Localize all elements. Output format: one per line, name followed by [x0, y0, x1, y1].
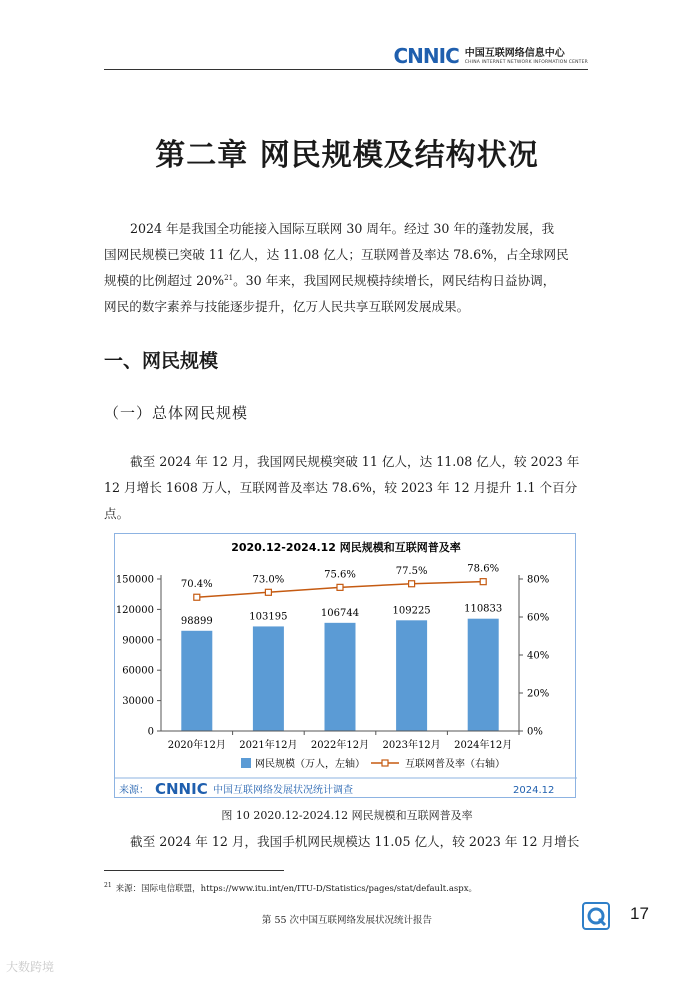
bar	[253, 626, 284, 731]
left-tick-label: 120000	[115, 604, 154, 616]
left-tick-label: 0	[147, 726, 154, 738]
scale-line-3: 点。	[104, 506, 130, 521]
right-tick-label: 40%	[527, 650, 550, 662]
logo-cn-name: 中国互联网络信息中心	[464, 48, 565, 59]
source-logo: CNNIC	[155, 780, 208, 798]
scale-line-1: 截至 2024 年 12 月，我国网民规模突破 11 亿人，达 11.08 亿人，较 2023 年	[130, 454, 580, 469]
right-tick-label: 60%	[527, 612, 550, 624]
rate-point	[194, 594, 200, 600]
rate-point	[265, 589, 271, 595]
bar-value-label: 106744	[320, 607, 360, 619]
legend-bar-label: 网民规模（万人，左轴）	[255, 759, 365, 770]
footnote-divider	[104, 870, 284, 871]
legend-line-label: 互联网普及率（右轴）	[405, 759, 505, 770]
scale-line-2: 12 月增长 1608 万人，互联网普及率达 78.6%，较 2023 年 12 月提升 1.1 个百分	[104, 480, 578, 495]
intro-line-1: 2024 年是我国全功能接入国际互联网 30 周年。经过 30 年的蓬勃发展，我	[130, 221, 555, 236]
left-tick-label: 150000	[115, 574, 154, 586]
rate-point	[409, 581, 415, 587]
intro-paragraph	[104, 216, 590, 320]
footnote-ref: 21	[224, 273, 234, 282]
footnote-text: 来源：国际电信联盟，https://www.itu.int/en/ITU-D/Statistics/pages/stat/default.aspx。	[115, 884, 478, 894]
right-tick-label: 0%	[527, 726, 543, 738]
footnote	[104, 882, 477, 894]
x-tick-label: 2021年12月	[239, 740, 298, 751]
figure-caption: 图 10 2020.12-2024.12 网民规模和互联网普及率	[221, 809, 473, 822]
right-tick-label: 20%	[527, 688, 550, 700]
left-tick-label: 60000	[122, 665, 154, 677]
source-label: 来源：	[119, 785, 149, 796]
left-tick-label: 90000	[122, 635, 154, 647]
bar	[181, 631, 212, 731]
bar	[468, 619, 499, 731]
rate-point	[337, 584, 343, 590]
section-heading: 一、网民规模	[104, 350, 219, 372]
footer-report-title: 第 55 次中国互联网络发展状况统计报告	[261, 915, 433, 926]
rate-point	[480, 579, 486, 585]
bar-value-label: 110833	[464, 603, 503, 615]
bar-value-label: 103195	[249, 611, 288, 623]
bar	[325, 623, 356, 731]
mobile-line-1: 截至 2024 年 12 月，我国手机网民规模达 11.05 亿人，较 2023 年 12 月增长	[130, 834, 580, 849]
mobile-paragraph	[104, 829, 590, 855]
source-date: 2024.12	[513, 785, 555, 796]
combo-chart	[115, 534, 577, 799]
bar-value-label: 98899	[180, 615, 213, 627]
cnnic-logo	[393, 46, 588, 66]
left-tick-label: 30000	[122, 696, 154, 708]
source-text: 中国互联网络发展状况统计调查	[213, 785, 353, 796]
intro-line-3a: 规模的比例超过 20%	[104, 273, 225, 288]
chapter-title: 第二章 网民规模及结构状况	[155, 138, 539, 173]
rate-value-label: 70.4%	[180, 579, 213, 591]
intro-line-3b: 。30 年来，我国网民规模持续增长，网民结构日益协调，	[233, 273, 556, 288]
cnnic-logo-text: CNNIC	[393, 44, 459, 68]
page-header	[104, 44, 588, 70]
chart-container	[114, 533, 576, 798]
x-tick-label: 2022年12月	[310, 740, 370, 751]
bar	[396, 620, 427, 731]
page-number: 17	[630, 904, 649, 923]
subsection-heading: （一）总体网民规模	[104, 404, 249, 422]
x-tick-label: 2023年12月	[382, 740, 441, 751]
intro-line-2: 国网民规模已突破 11 亿人，达 11.08 亿人；互联网普及率达 78.6%，占全球网民	[104, 247, 569, 262]
report-logo-icon	[582, 902, 610, 930]
rate-value-label: 75.6%	[324, 569, 356, 581]
footnote-number: 21	[104, 882, 112, 890]
x-tick-label: 2024年12月	[454, 740, 513, 751]
x-tick-label: 2020年12月	[167, 740, 226, 751]
logo-en-name: CHINA INTERNET NETWORK INFORMATION CENTER	[464, 60, 588, 65]
scale-paragraph	[104, 449, 590, 527]
bar-value-label: 109225	[392, 605, 431, 617]
right-tick-label: 80%	[527, 574, 550, 586]
rate-value-label: 73.0%	[252, 574, 285, 586]
rate-value-label: 78.6%	[467, 563, 500, 575]
legend-line-marker	[382, 760, 388, 766]
intro-line-4: 网民的数字素养与技能逐步提升，亿万人民共享互联网发展成果。	[104, 299, 470, 314]
chart-title: 2020.12-2024.12 网民规模和互联网普及率	[231, 541, 461, 554]
watermark: 大数跨境	[6, 960, 55, 974]
rate-value-label: 77.5%	[395, 565, 428, 577]
legend-bar-swatch	[241, 758, 251, 768]
